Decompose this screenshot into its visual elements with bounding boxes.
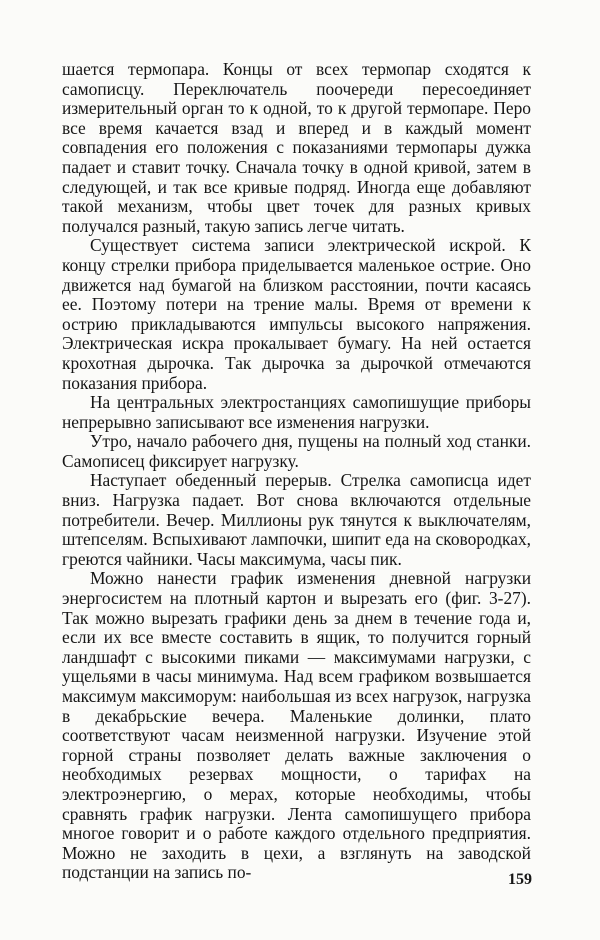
paragraph-thermocouple-recorder: шается термопара. Концы от всех термопар сходятся к самописцу. Переключатель поочереди пересоединяет измерительный орган то к одной, то к другой термопаре. Перо все время качается взад и вперед и в каждый момент совпадения его положения с показаниями термопары дужка падает и ставит точку. Сначала точку в одной кривой, затем в следующей, и так все кривые подряд. Иногда еще добавляют такой механизм, чтобы цвет точек для разных кривых получался разный, такую запись легче читать. bbox=[62, 59, 531, 236]
paragraph-load-graph: Можно нанести график изменения дневной нагрузки энергосистем на плотный картон и вырезать его (фиг. 3-27). Так можно вырезать графики день за днем в течение года и, если их все вместе составить в ящик, то получится горный ландшафт с высокими пиками — максимумами нагрузки, с ущельями в часы минимума. Над всем графиком возвышается максимум максиморум: наибольшая из всех нагрузок, нагрузка в декабрьские вечера. Маленькие долинки, плато соответствуют часам неизменной нагрузки. Изучение этой горной страны позволяет делать важные заключения о необходимых резервах мощности, о тарифах на электроэнергию, о мерах, которые необходимы, чтобы сравнять график нагрузки. Лента самопишущего прибора многое говорит и о работе каждого отдельного предприятия. Можно не заходить в цехи, а взглянуть на заводской подстанции на запись по- bbox=[62, 568, 531, 883]
page-number: 159 bbox=[508, 871, 532, 888]
paragraph-lunch-break: Наступает обеденный перерыв. Стрелка самописца идет вниз. Нагрузка падает. Вот снова включаются отдельные потребители. Вечер. Миллионы рук тянутся к выключателям, штепселям. Вспыхивают лампочки, шипит еда на сковородках, греются чайники. Часы максимума, часы пик. bbox=[62, 470, 531, 569]
body-text bbox=[62, 60, 531, 883]
paragraph-morning: Утро, начало рабочего дня, пущены на полный ход станки. Самописец фиксирует нагрузку. bbox=[62, 431, 531, 471]
paragraph-power-stations: На центральных электростанциях самопишущие приборы непрерывно записывают все изменения нагрузки. bbox=[62, 392, 531, 432]
paragraph-spark-recording: Существует система записи электрической искрой. К концу стрелки прибора приделывается маленькое острие. Оно движется над бумагой на близком расстоянии, почти касаясь ее. Поэтому потери на трение малы. Время от времени к острию прикладываются импульсы высокого напряжения. Электрическая искра прокалывает бумагу. На ней остается крохотная дырочка. Так дырочка за дырочкой отмечаются показания прибора. bbox=[62, 235, 531, 393]
